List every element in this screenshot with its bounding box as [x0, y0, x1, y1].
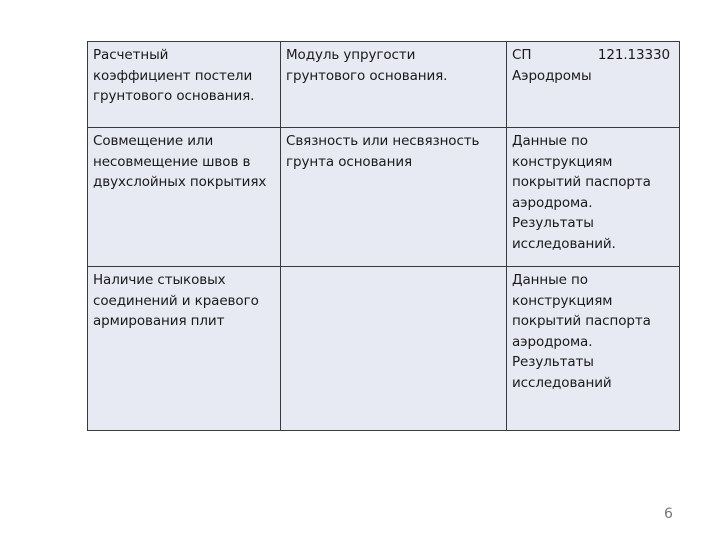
table-cell [281, 42, 507, 128]
requirements-table [87, 41, 680, 431]
table-cell [88, 128, 281, 267]
table-row [88, 128, 680, 267]
table-cell [88, 267, 281, 431]
cell-text: Данные по конструкциям покрытий паспорта аэродрома. Результаты исследований. [512, 133, 651, 252]
cell-text: Модуль упругости грунтового основания. [286, 47, 448, 84]
sp-reference-line [512, 45, 674, 66]
cell-text: Связность или несвязность грунта основания [286, 133, 480, 170]
cell-text: Совмещение или несовмещение швов в двухслойных покрытиях [93, 133, 267, 190]
page-number: 6 [664, 506, 673, 522]
table-cell [507, 128, 680, 267]
table-row [88, 42, 680, 128]
table-cell [281, 267, 507, 431]
sp-title: Аэродромы [512, 67, 592, 84]
table-cell [507, 42, 680, 128]
table-cell [88, 42, 281, 128]
table-row [88, 267, 680, 431]
cell-text: Наличие стыковых соединений и краевого армирования плит [93, 272, 259, 329]
cell-text: Расчетный коэффициент постели грунтового основания. [93, 47, 255, 104]
cell-text: Данные по конструкциям покрытий паспорта аэродрома. Результаты исследований [512, 272, 651, 391]
sp-code: СП [512, 47, 532, 63]
sp-number: 121.13330 [597, 47, 670, 63]
table-cell [281, 128, 507, 267]
table-cell [507, 267, 680, 431]
